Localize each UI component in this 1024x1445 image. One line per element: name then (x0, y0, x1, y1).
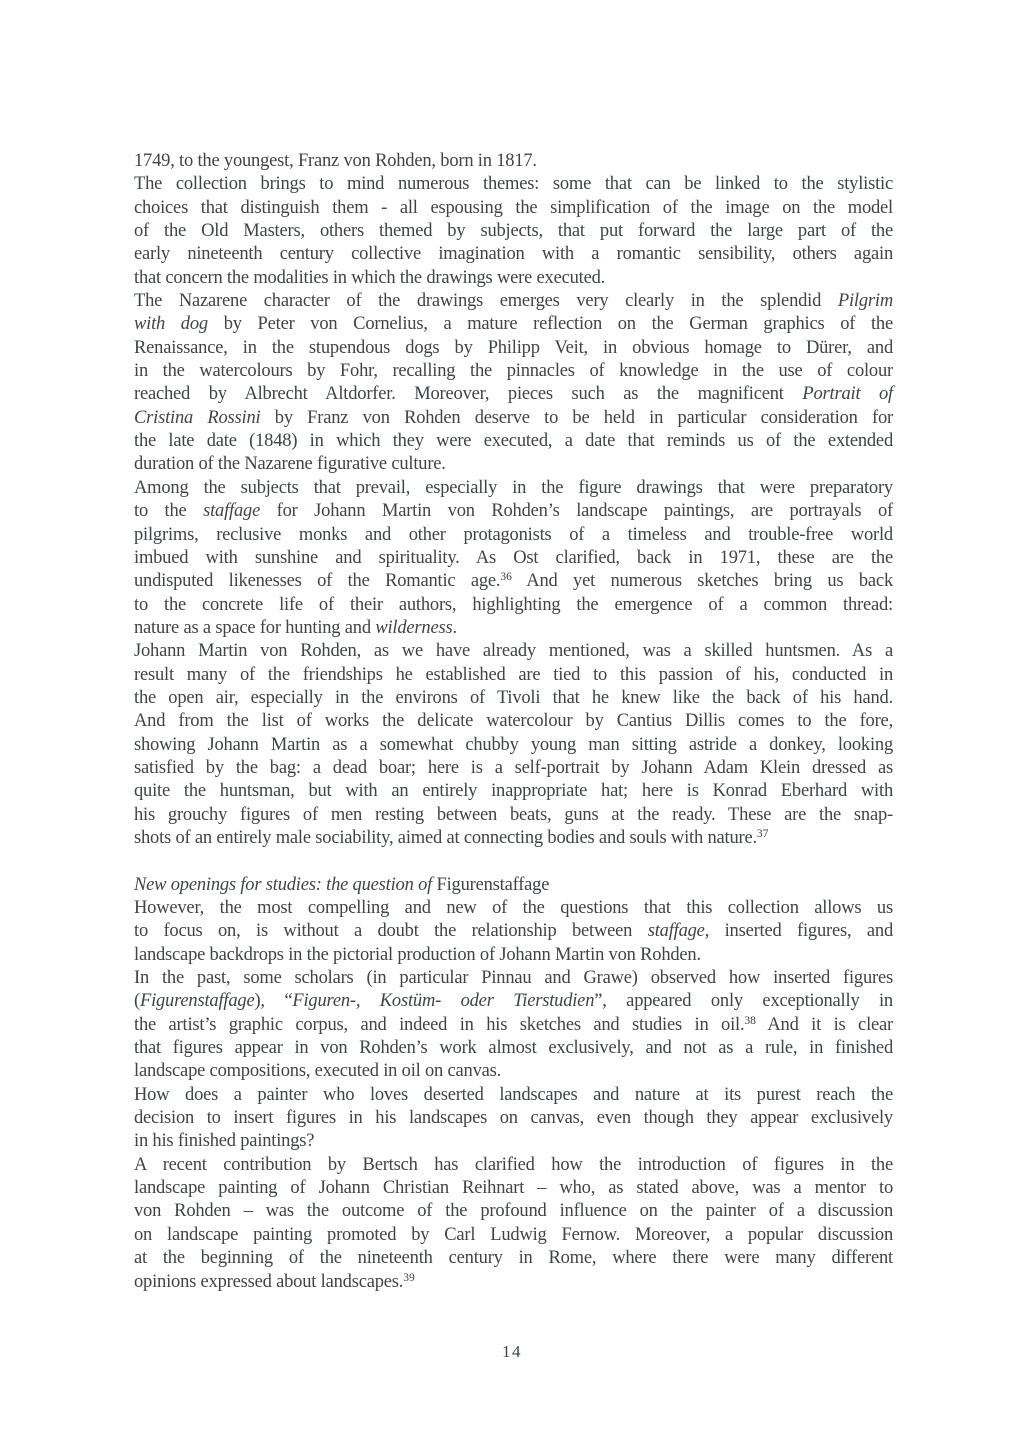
text-segment: And it is clear (755, 1014, 893, 1035)
text-line (134, 1271, 893, 1294)
text-line (134, 897, 893, 920)
text-line (134, 430, 893, 453)
text-segment: imbued with sunshine and spirituality. As Ost clarified, back in 1971, these are the (134, 547, 893, 568)
text-segment: However, the most compelling and new of the questions that this collection allows us (134, 898, 893, 918)
text-segment: Among the subjects that prevail, especially in the figure drawings that were preparatory (134, 477, 893, 498)
text-segment: ), “ (254, 991, 293, 1012)
text-segment: In the past, some scholars (in particular Pinnau and Grawe) observed how inserted figures (134, 968, 893, 989)
text-line (134, 337, 893, 360)
text-line (134, 617, 893, 640)
text-segment: Renaissance, in the stupendous dogs by Philipp Veit, in obvious homage to Dürer, and (134, 337, 893, 358)
text-line (134, 313, 893, 336)
text-segment: landscape painting of Johann Christian Reihnart – who, as stated above, was a mentor to (134, 1178, 893, 1199)
text-line (134, 1037, 893, 1060)
text-line (134, 804, 893, 827)
text-line (134, 640, 893, 663)
page-number: 14 (502, 1342, 522, 1361)
text-line (134, 1224, 893, 1247)
text-line (134, 734, 893, 757)
footnote-ref: 36 (500, 571, 512, 584)
italic-text: wilderness (375, 617, 453, 638)
text-line (134, 827, 893, 850)
text-line (134, 547, 893, 570)
text-line (134, 1177, 893, 1200)
text-line (134, 500, 893, 523)
line-spacer (134, 850, 893, 873)
italic-text: Cristina Rossini (134, 407, 261, 428)
text-segment: that concern the modalities in which the drawings were executed. (134, 267, 606, 288)
text-segment: on landscape painting promoted by Carl Ludwig Fernow. Moreover, a popular discussion (134, 1224, 893, 1245)
italic-text: staffage (647, 921, 705, 942)
text-line (134, 1154, 893, 1177)
text-segment: for Johann Martin von Rohden’s landscape paintings, are portrayals of (260, 501, 893, 522)
text-segment: of the Old Masters, others themed by subjects, that put forward the large part of the (134, 221, 893, 242)
text-line (134, 1014, 893, 1037)
text-segment: undisputed likenesses of the Romantic age. (134, 571, 501, 592)
text-line (134, 524, 893, 547)
italic-text: Pilgrim (837, 291, 893, 312)
italic-text: staffage (203, 501, 261, 522)
text-segment: landscape backdrops in the pictorial production of Johann Martin von Rohden. (134, 944, 701, 965)
text-segment: opinions expressed about landscapes. (134, 1271, 404, 1292)
text-segment: to focus on, is without a doubt the relationship between (134, 921, 648, 942)
text-line (134, 407, 893, 430)
text-segment: choices that distinguish them - all espousing the simplification of the image on the model (134, 197, 893, 218)
text-line (134, 383, 893, 406)
text-segment: that figures appear in von Rohden’s work almost exclusively, and not as a rule, in finished (134, 1038, 893, 1059)
italic-text: Figurenstaffage (139, 991, 255, 1012)
text-line (134, 757, 893, 780)
text-segment: , inserted figures, and (704, 921, 893, 942)
text-segment: ”, appeared only exceptionally in (594, 991, 893, 1012)
text-segment: the late date (1848) in which they were executed, a date that reminds us of the extended (134, 431, 893, 452)
italic-text: Figuren-, Kostüm- oder Tierstudien (292, 991, 595, 1012)
text-line (134, 1247, 893, 1270)
text-segment: the open air, especially in the environs of Tivoli that he knew like the back of his hand. (134, 687, 893, 708)
text-line (134, 780, 893, 803)
text-segment: 1749, to the youngest, Franz von Rohden, born in 1817. (134, 151, 537, 171)
text-segment: the artist’s graphic corpus, and indeed in his sketches and studies in oil. (134, 1014, 745, 1035)
text-line (134, 1130, 893, 1153)
text-segment: in his finished paintings? (134, 1131, 315, 1152)
text-segment: . (452, 617, 457, 638)
text-line (134, 453, 893, 476)
text-segment: in the watercolours by Fohr, recalling the pinnacles of knowledge in the use of colour (134, 361, 893, 382)
text-segment: ( (134, 991, 140, 1012)
text-line (134, 710, 893, 733)
italic-text: New openings for studies: the question of (134, 874, 433, 895)
text-segment: von Rohden – was the outcome of the profound influence on the painter of a discussion (134, 1201, 893, 1222)
text-line (134, 570, 893, 593)
text-line (134, 664, 893, 687)
text-line (134, 290, 893, 313)
text-segment: Figurenstaffage (432, 874, 550, 895)
text-line (134, 267, 893, 290)
footnote-ref: 37 (756, 827, 769, 840)
text-segment: satisfied by the bag: a dead boar; here is a self-portrait by Johann Adam Klein dressed as (134, 757, 893, 778)
text-line (134, 687, 893, 710)
text-line (134, 1107, 893, 1130)
text-segment: landscape compositions, executed in oil on canvas. (134, 1061, 502, 1082)
text-line (134, 220, 893, 243)
text-segment: And from the list of works the delicate watercolour by Cantius Dillis comes to the fore, (134, 711, 893, 732)
text-segment: And yet numerous sketches bring us back (511, 571, 893, 592)
text-segment: early nineteenth century collective imagination with a romantic sensibility, others again (134, 244, 893, 265)
text-segment: shots of an entirely male sociability, aimed at connecting bodies and souls with nature. (134, 827, 757, 848)
text-line (134, 967, 893, 990)
footnote-ref: 38 (744, 1014, 756, 1027)
text-segment: his grouchy figures of men resting between beats, guns at the ready. These are the snap- (134, 804, 893, 825)
text-segment: result many of the friendships he established are tied to this passion of his, conducted in (134, 664, 893, 685)
text-line (134, 197, 893, 220)
text-line (134, 360, 893, 383)
text-segment: pilgrims, reclusive monks and other protagonists of a timeless and trouble-free world (134, 524, 893, 545)
text-segment: at the beginning of the nineteenth century in Rome, where there were many different (134, 1248, 893, 1269)
text-segment: Johann Martin von Rohden, as we have already mentioned, was a skilled huntsmen. As a (134, 641, 893, 662)
text-segment: quite the huntsman, but with an entirely inappropriate hat; here is Konrad Eberhard with (134, 781, 893, 802)
text-segment: by Peter von Cornelius, a mature reflection on the German graphics of the (207, 314, 893, 335)
text-line (134, 594, 893, 617)
text-line (134, 990, 893, 1013)
footnote-ref: 39 (403, 1271, 415, 1284)
text-line (134, 920, 893, 943)
text-segment: A recent contribution by Bertsch has clarified how the introduction of figures in the (134, 1154, 893, 1175)
text-line (134, 944, 893, 967)
text-line (134, 243, 893, 266)
text-segment: showing Johann Martin as a somewhat chubby young man sitting astride a donkey, looking (134, 734, 893, 755)
text-segment: How does a painter who loves deserted landscapes and nature at its purest reach the (134, 1084, 893, 1105)
text-segment: The Nazarene character of the drawings emerges very clearly in the splendid (134, 291, 838, 312)
text-segment: nature as a space for hunting and (134, 617, 376, 638)
italic-text: with dog (134, 314, 208, 335)
text-segment: by Franz von Rohden deserve to be held in particular consideration for (260, 407, 894, 428)
section-heading (134, 874, 893, 897)
italic-text: Portrait of (802, 384, 893, 405)
text-segment: decision to insert figures in his landscapes on canvas, even though they appear exclusively (134, 1108, 893, 1129)
text-segment: to the (134, 501, 204, 522)
text-line (134, 1084, 893, 1107)
text-line (134, 1060, 893, 1083)
text-segment: to the concrete life of their authors, highlighting the emergence of a common thread: (134, 594, 893, 615)
text-segment: reached by Albrecht Altdorfer. Moreover, pieces such as the magnificent (134, 384, 803, 405)
text-line (134, 1200, 893, 1223)
text-segment: The collection brings to mind numerous themes: some that can be linked to the stylistic (134, 174, 893, 195)
text-line (134, 173, 893, 196)
body-text (134, 150, 893, 1294)
text-line (134, 477, 893, 500)
text-line (134, 150, 893, 173)
text-segment: duration of the Nazarene figurative culture. (134, 454, 446, 475)
